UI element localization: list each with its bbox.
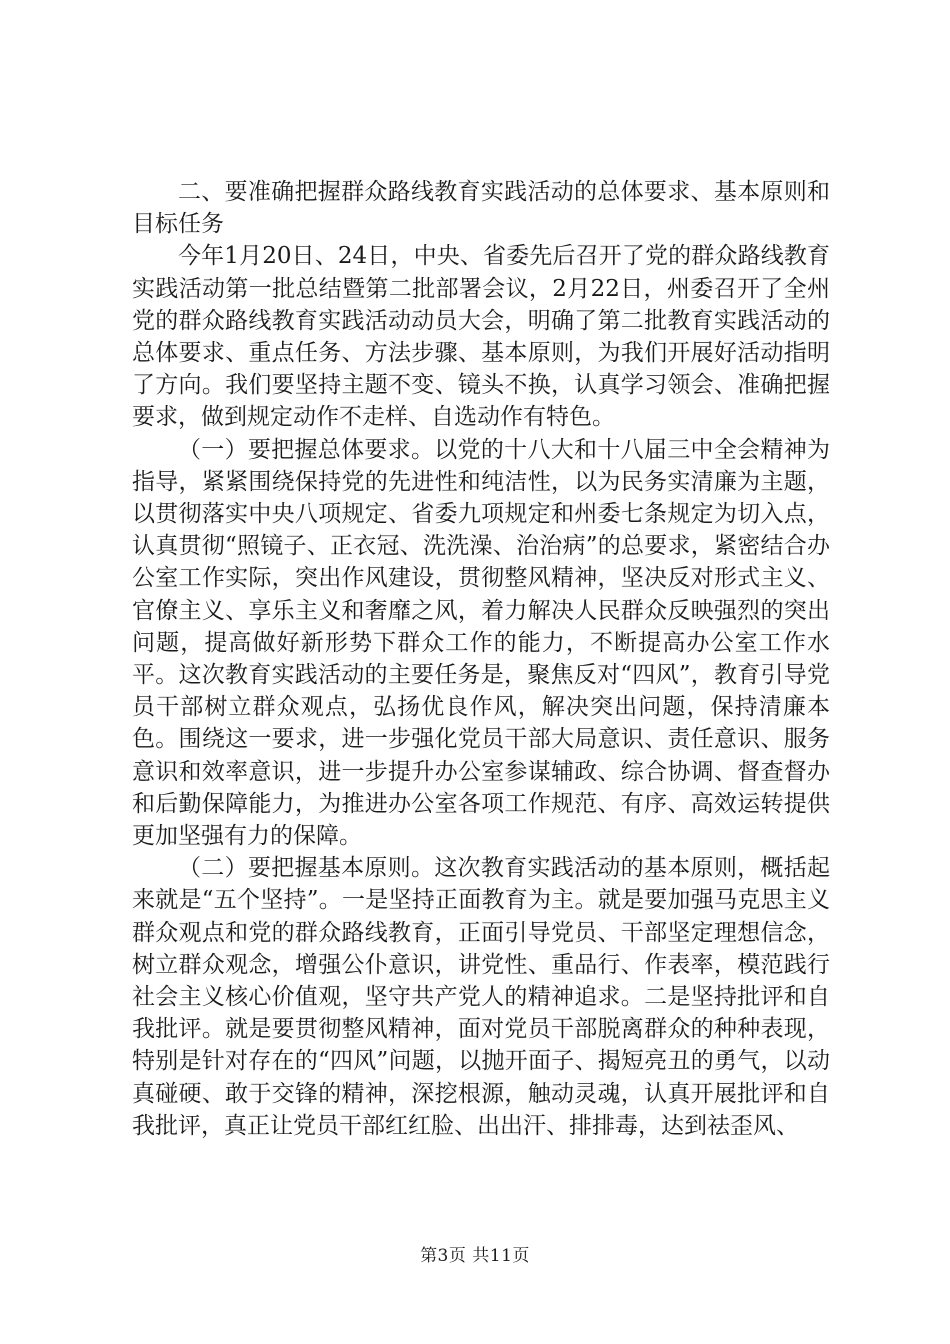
paragraph-basic-principles: （二）要把握基本原则。这次教育实践活动的基本原则，概括起来就是“五个坚持”。一是坚持正面教育为主。就是要加强马克思主义群众观点和党的群众路线教育，正面引导党员、干部坚定理想信念，树立群众观念，增强公仆意识，讲党性、重品行、作表率，模范践行社会主义核心价值观，坚守共产党人的精神追求。二是坚持批评和自我批评。就是要贯彻整风精神，面对党员干部脱离群众的种种表现，特别是针对存在的“四风”问题，以抛开面子、揭短亮丑的勇气，以动真碰硬、敢于交锋的精神，深挖根源，触动灵魂，认真开展批评和自我批评，真正让党员干部红红脸、出出汗、排排毒，达到祛歪风、 [132, 855, 830, 1139]
paragraph-overall-requirements: （一）要把握总体要求。以党的十八大和十八届三中全会精神为指导，紧紧围绕保持党的先进性和纯洁性，以为民务实清廉为主题，以贯彻落实中央八项规定、省委九项规定和州委七条规定为切入点，认真贯彻“照镜子、正衣冠、洗洗澡、治治病”的总要求，紧密结合办公室工作实际，突出作风建设，贯彻整风精神，坚决反对形式主义、官僚主义、享乐主义和奢靡之风，着力解决人民群众反映强烈的突出问题，提高做好新形势下群众工作的能力，不断提高办公室工作水平。这次教育实践活动的主要任务是，聚焦反对“四风”，教育引导党员干部树立群众观点，弘扬优良作风，解决突出问题，保持清廉本色。围绕这一要求，进一步强化党员干部大局意识、责任意识、服务意识和效率意识，进一步提升办公室参谋辅政、综合协调、督查督办和后勤保障能力，为推进办公室各项工作规范、有序、高效运转提供更加坚强有力的保障。 [132, 436, 830, 850]
document-body [132, 176, 830, 1142]
section-heading: 二、要准确把握群众路线教育实践活动的总体要求、基本原则和目标任务 [132, 179, 830, 238]
page-number-footer: 第3页 共11页 [420, 1246, 530, 1266]
paragraph-meeting-summary: 今年1月20日、24日，中央、省委先后召开了党的群众路线教育实践活动第一批总结暨第二批部署会议，2月22日，州委召开了全州党的群众路线教育实践活动动员大会，明确了第二批教育实践活动的总体要求、重点任务、方法步骤、基本原则，为我们开展好活动指明了方向。我们要坚持主题不变、镜头不换，认真学习领会、准确把握要求，做到规定动作不走样、自选动作有特色。 [132, 243, 830, 431]
